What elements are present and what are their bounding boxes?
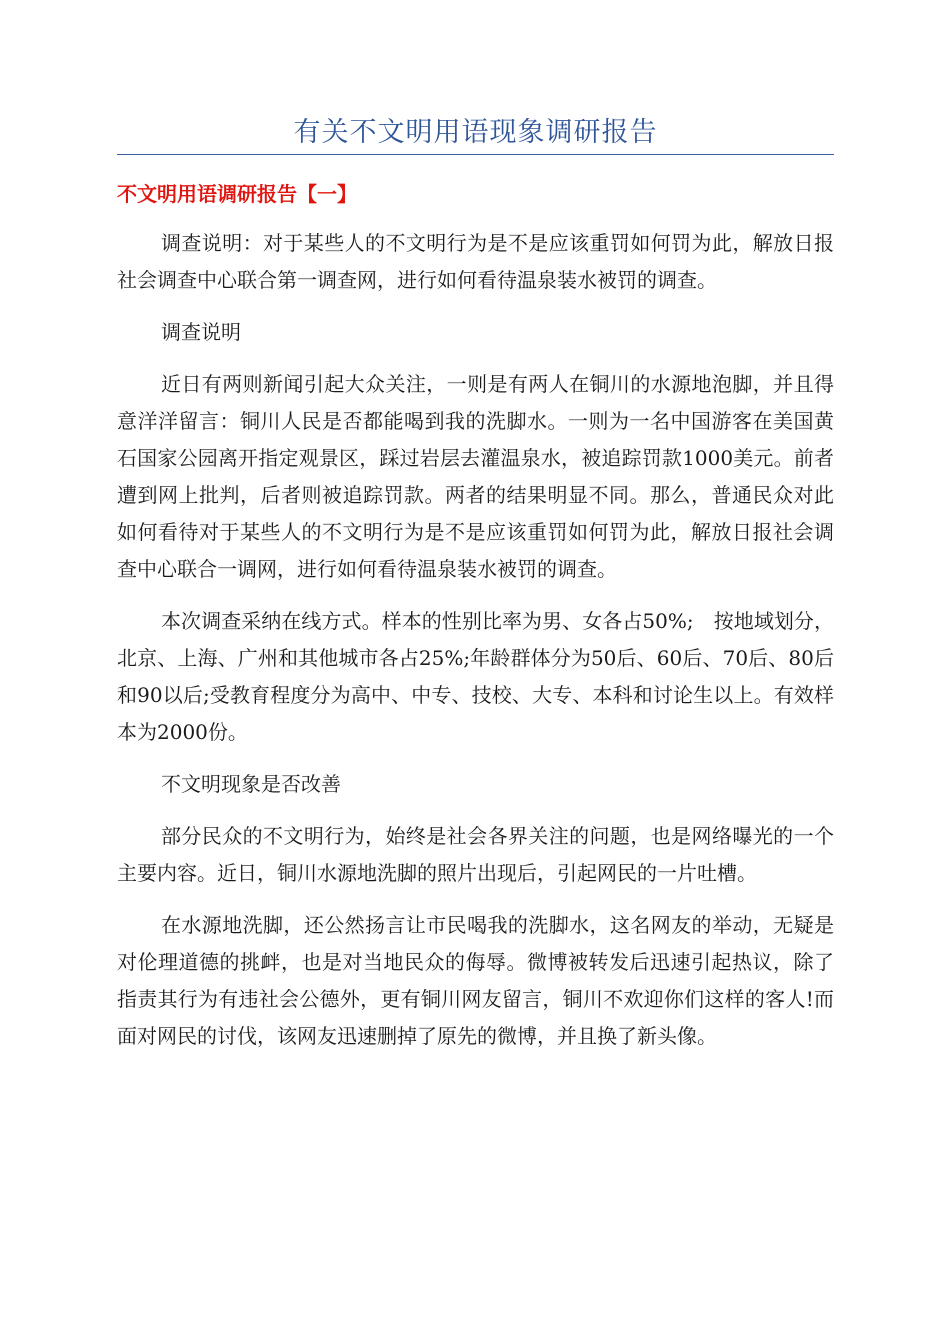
paragraph-method: 本次调查采纳在线方式。样本的性别比率为男、女各占50%; 按地域划分，北京、上海、广州和其他城市各占25%;年龄群体分为50后、60后、70后、80后和90以后;受教育程度分为高中、中专、技校、大专、本科和讨论生以上。有效样本为2000份。 [117, 609, 834, 744]
paragraph-survey-note: 调查说明：对于某些人的不文明行为是不是应该重罚如何罚为此，解放日报社会调查中心联合第一调查网，进行如何看待温泉装水被罚的调查。 [117, 231, 834, 292]
section-heading: 不文明用语调研报告【一】 [117, 182, 357, 206]
document-body [117, 225, 834, 1070]
paragraph-subheading-improvement: 不文明现象是否改善 [161, 772, 341, 796]
paragraph-public-behavior: 部分民众的不文明行为，始终是社会各界关注的问题，也是网络曝光的一个主要内容。近日，铜川水源地洗脚的照片出现后，引起网民的一片吐槽。 [117, 824, 834, 885]
title-underline [117, 154, 834, 155]
document-title: 有关不文明用语现象调研报告 [293, 117, 658, 148]
paragraph-news: 近日有两则新闻引起大众关注，一则是有两人在铜川的水源地泡脚，并且得意洋洋留言：铜川人民是否都能喝到我的洗脚水。一则为一名中国游客在美国黄石国家公园离开指定观景区，踩过岩层去灌温泉水，被追踪罚款1000美元。前者遭到网上批判，后者则被追踪罚款。两者的结果明显不同。那么，普通民众对此如何看待对于某些人的不文明行为是不是应该重罚如何罚为此，解放日报社会调查中心联合一调网，进行如何看待温泉装水被罚的调查。 [117, 372, 834, 581]
paragraph-subheading-survey: 调查说明 [161, 320, 241, 344]
paragraph-footwash-incident: 在水源地洗脚，还公然扬言让市民喝我的洗脚水，这名网友的举动，无疑是对伦理道德的挑衅，也是对当地民众的侮辱。微博被转发后迅速引起热议，除了指责其行为有违社会公德外，更有铜川网友留言，铜川不欢迎你们这样的客人!而面对网民的讨伐，该网友迅速删掉了原先的微博，并且换了新头像。 [117, 913, 834, 1048]
